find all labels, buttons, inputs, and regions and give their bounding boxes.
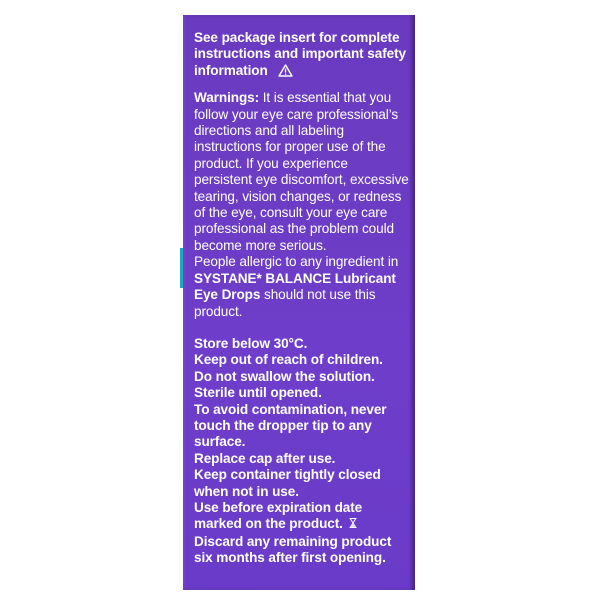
instruction-item-expiry xyxy=(194,500,409,534)
instruction-item: Sterile until opened. xyxy=(194,385,322,401)
panel-edge-shadow xyxy=(409,15,415,590)
instruction-item: Store below 30°C. xyxy=(194,335,308,351)
instruction-item: Discard any remaining product six months after first opening. xyxy=(194,533,392,566)
hourglass-icon xyxy=(349,517,357,533)
instruction-item: Do not swallow the solution. xyxy=(194,368,375,384)
allergy-prefix: People allergic to any ingredient in xyxy=(194,254,399,270)
package-insert-text: See package insert for complete instructions and important safety information xyxy=(194,30,406,78)
instruction-item: To avoid contamination, never touch the dropper tip to any surface. xyxy=(194,401,387,450)
section-gap xyxy=(194,320,409,336)
panel-text xyxy=(194,30,409,567)
warnings-paragraph xyxy=(194,90,409,254)
allergy-paragraph xyxy=(194,254,409,320)
warnings-label: Warnings: xyxy=(194,90,260,106)
warning-triangle-icon xyxy=(278,64,293,81)
warnings-body: It is essential that you follow your eye care professional’s directions and all labeling instructions for proper use of the product. If you experience persistent eye discomfort, excessive tearing, vision changes, or redness of the eye, consult your eye care professional as the problem could become more serious. xyxy=(194,90,409,253)
package-insert-notice xyxy=(194,30,409,81)
instruction-item: Keep out of reach of children. xyxy=(194,352,383,368)
instruction-item: Replace cap after use. xyxy=(194,450,336,466)
package-side-panel xyxy=(183,15,415,590)
instruction-item: Keep container tightly closed when not in use. xyxy=(194,467,381,499)
allergy-suffix: should not use this product. xyxy=(194,287,376,319)
expiry-text: Use before expiration date marked on the product. xyxy=(194,499,363,532)
allergy-product-name: SYSTANE* BALANCE Lubricant Eye Drops xyxy=(194,270,396,303)
